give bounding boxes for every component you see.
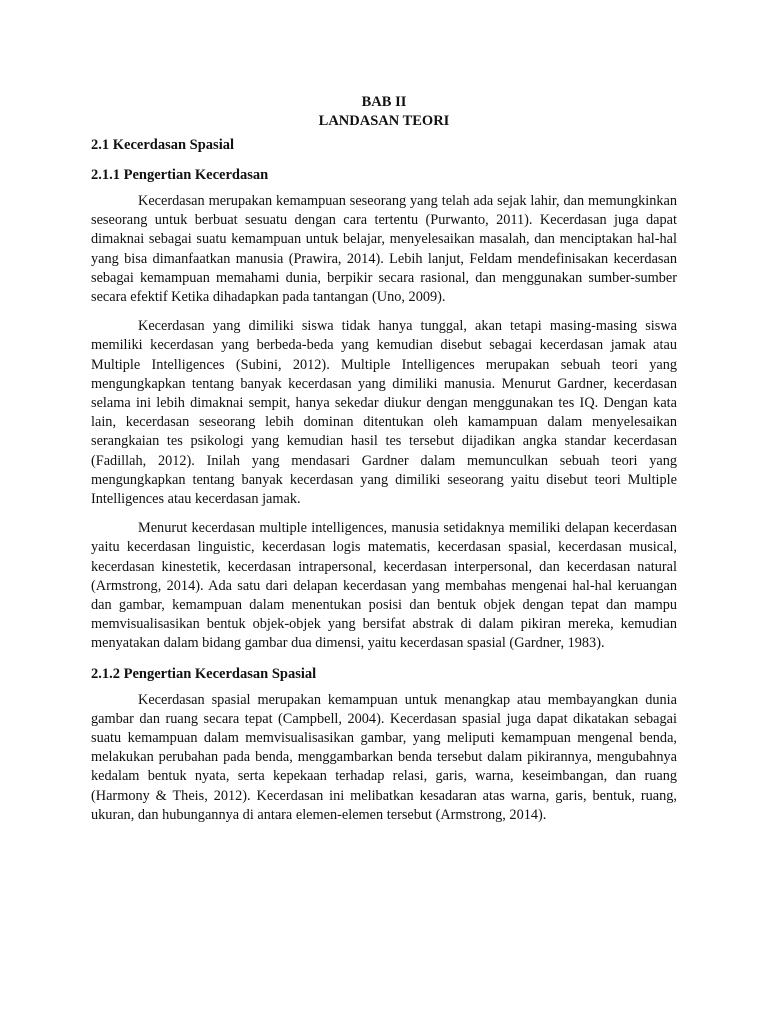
chapter-number: BAB II	[361, 94, 407, 110]
subsection-heading-2-1-1: 2.1.1 Pengertian Kecerdasan	[91, 167, 269, 183]
chapter-title: LANDASAN TEORI	[318, 113, 450, 129]
paragraph-2: Kecerdasan yang dimiliki siswa tidak hanya tunggal, akan tetapi masing-masing siswa memiliki kecerdasan yang berbeda-beda yang kemudian disebut sebagai kecerdasan jamak atau Multiple Intelligences (Subini, 2012). Multiple Intelligences merupakan sebuah teori yang mengungkapkan tentang banyak kecerdasan yang dimiliki manusia. Menurut Gardner, kecerdasan selama ini lebih dimaknai sempit, hanya sekedar diukur dengan menggunakan tes IQ. Dengan kata lain, kecerdasan seseorang lebih dominan ditentukan oleh kamampuan dalam menyelesaikan serangkaian tes psikologi yang kemudian hasil tes tersebut dijadikan angka standar kecerdasan (Fadillah, 2012). Inilah yang mendasari Gardner dalam memunculkan sebuah teori yang mengungkapkan tentang banyak kecerdasan yang dimiliki seseorang yaitu disebut teori Multiple Intelligences atau kecerdasan jamak.	[91, 318, 677, 508]
paragraph-1: Kecerdasan merupakan kemampuan seseorang yang telah ada sejak lahir, dan memungkinkan seseorang untuk berbuat sesuatu dengan cara tertentu (Purwanto, 2011). Kecerdasan juga dapat dimaknai sebagai suatu kemampuan untuk belajar, menyelesaikan masalah, dan menciptakan hal-hal yang bisa dimanfaatkan manusia (Prawira, 2014). Lebih lanjut, Feldam mendefinisakan kecerdasan sebagai kemampuan memahami dunia, berpikir secara rasional, dan menggunakan sumber-sumber secara efektif Ketika dihadapkan pada tantangan (Uno, 2009).	[91, 193, 677, 306]
paragraph-3: Menurut kecerdasan multiple intelligences, manusia setidaknya memiliki delapan kecerdasan yaitu kecerdasan linguistic, kecerdasan logis matematis, kecerdasan spasial, kecerdasan musical, kecerdasan kinestetik, kecerdasan intrapersonal, kecerdasan interpersonal, dan kecerdasan natural (Armstrong, 2014). Ada satu dari delapan kecerdasan yang membahas mengenai hal-hal keruangan dan gambar, kemampuan dalam menentukan posisi dan bentuk objek dengan tepat dan mampu memvisualisasikan bentuk objek-objek yang bersifat abstrak di dalam pikiran mereka, kemudian menyatakan dalam bidang gambar dua dimensi, yaitu kecerdasan spasial (Gardner, 1983).	[91, 520, 677, 652]
paragraph-4: Kecerdasan spasial merupakan kemampuan untuk menangkap atau membayangkan dunia gambar dan ruang secara tepat (Campbell, 2004). Kecerdasan spasial juga dapat dikatakan sebagai suatu kemampuan dalam memvisualisasikan gambar, yang meliputi kemampuan mengenal benda, melakukan perubahan pada benda, menggambarkan benda tersebut dalam pikirannya, mengubahnya kedalam bentuk nyata, serta kepekaan terhadap relasi, garis, warna, keseimbangan, dan ruang (Harmony & Theis, 2012). Kecerdasan ini melibatkan kesadaran atas warna, garis, bentuk, ruang, ukuran, dan hubungannya di antara elemen-elemen tersebut (Armstrong, 2014).	[91, 691, 677, 823]
document-page	[91, 93, 677, 825]
section-heading-2-1: 2.1 Kecerdasan Spasial	[91, 137, 234, 153]
subsection-heading-2-1-2: 2.1.2 Pengertian Kecerdasan Spasial	[91, 665, 317, 682]
